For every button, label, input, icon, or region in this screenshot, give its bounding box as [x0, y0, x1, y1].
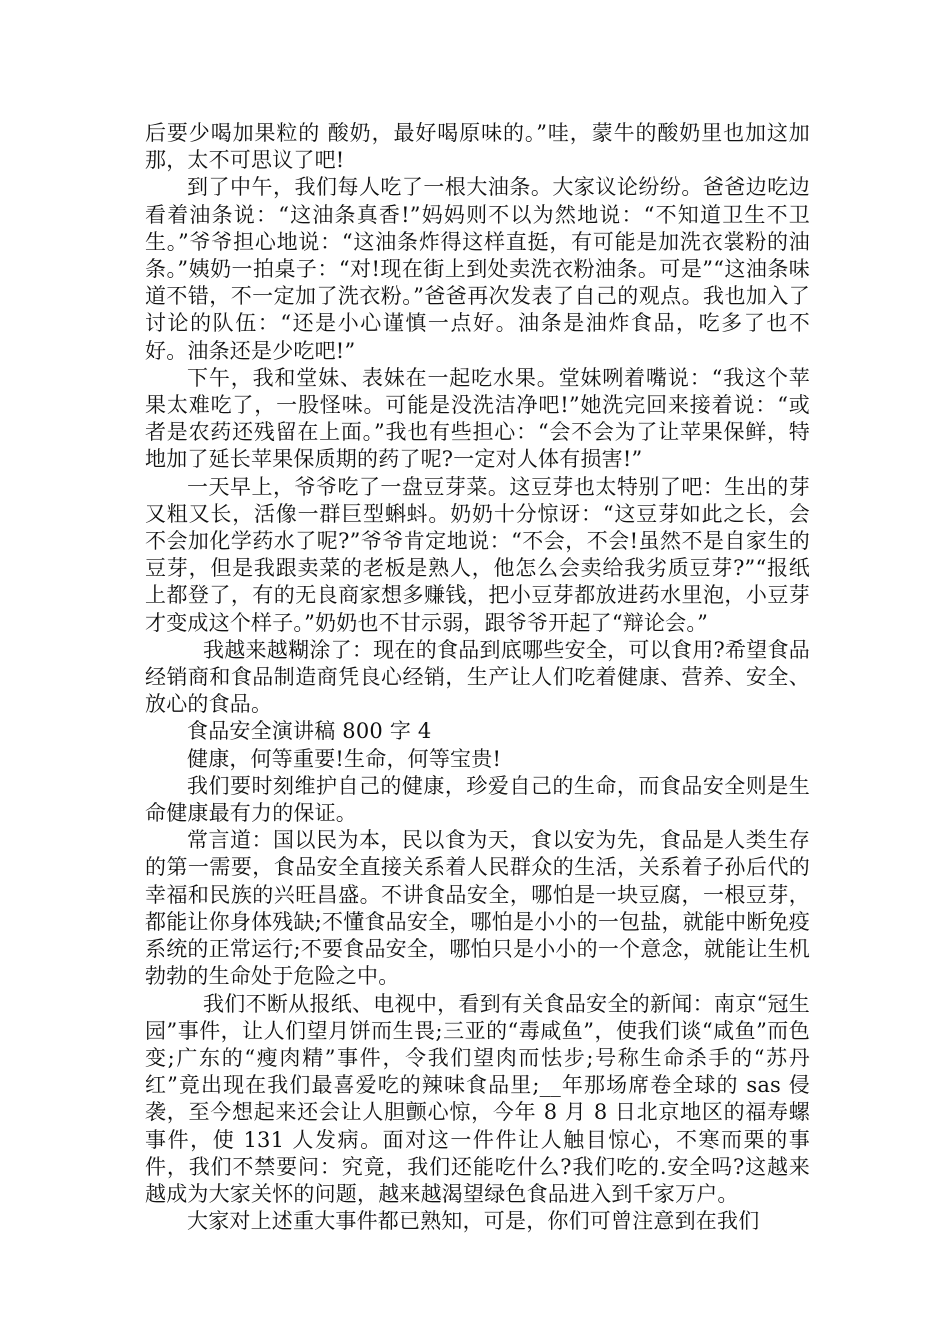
paragraph-4: 一天早上，爷爷吃了一盘豆芽菜。这豆芽也太特别了吧：生出的芽又粗又长，活像一群巨型蝌蚪。奶奶十分惊讶：“这豆芽如此之长，会不会加化学药水了呢?”爷爷肯定地说：“不会，不会!虽然不是自家生的豆芽，但是我跟卖菜的老板是熟人，他怎么会卖给我劣质豆芽?”“报纸上都登了，有的无良商家想多赚钱，把小豆芽都放进药水里泡，小豆芽才变成这个样子。”奶奶也不甘示弱，跟爷爷开起了“辩论会。” [145, 474, 810, 635]
paragraph-9: 我们不断从报纸、电视中，看到有关食品安全的新闻：南京“冠生园”事件，让人们望月饼而生畏;三亚的“毒咸鱼”，使我们谈“咸鱼”而色变;广东的“瘦肉精”事件，令我们望肉而怯步;号称生命杀手的“苏丹红”竟出现在我们最喜爱吃的辣味食品里;__年那场席卷全球的 sas 侵袭，至今想起来还会让人胆颤心惊，今年 8 月 8 日北京地区的福寿螺事件，使 131 人发病。面对这一件件让人触目惊心，不寒而栗的事件，我们不禁要问：究竟，我们还能吃什么?我们吃的.安全吗?这越来越成为大家关怀的问题，越来越渴望绿色食品进入到千家万户。 [145, 991, 810, 1206]
paragraph-6: 健康，何等重要!生命，何等宝贵! [187, 746, 502, 771]
paragraph-10: 大家对上述重大事件都已熟知，可是，你们可曾注意到在我们 [187, 1209, 760, 1234]
paragraph-5: 我越来越糊涂了：现在的食品到底哪些安全，可以食用?希望食品经销商和食品制造商凭良心经销，生产让人们吃着健康、营养、安全、放心的食品。 [145, 637, 810, 717]
paragraph-2: 到了中午，我们每人吃了一根大油条。大家议论纷纷。爸爸边吃边看着油条说：“这油条真香!”妈妈则不以为然地说：“不知道卫生不卫生。”爷爷担心地说：“这油条炸得这样直挺，有可能是加洗衣裳粉的油条。”姨奶一拍桌子：“对!现在街上到处卖洗衣粉油条。可是”“这油条味道不错，不一定加了洗衣粉。”爸爸再次发表了自己的观点。我也加入了讨论的队伍：“还是小心谨慎一点好。油条是油炸食品，吃多了也不好。油条还是少吃吧!” [145, 175, 810, 363]
paragraph-7: 我们要时刻维护自己的健康，珍爱自己的生命，而食品安全则是生命健康最有力的保证。 [145, 773, 810, 826]
paragraph-3: 下午，我和堂妹、表妹在一起吃水果。堂妹咧着嘴说：“我这个苹果太难吃了，一股怪味。可能是没洗洁净吧!”她洗完回来接着说：“或者是农药还残留在上面。”我也有些担心：“会不会为了让苹果保鲜，特地加了延长苹果保质期的药了呢?一定对人体有损害!” [145, 365, 810, 472]
paragraph-8: 常言道：国以民为本，民以食为天，食以安为先，食品是人类生存的第一需要，食品安全直接关系着人民群众的生活，关系着子孙后代的幸福和民族的兴旺昌盛。不讲食品安全，哪怕是一块豆腐，一根豆芽，都能让你身体残缺;不懂食品安全，哪怕是小小的一包盐，就能中断免疫系统的正常运行;不要食品安全，哪怕只是小小的一个意念，就能让生机勃勃的生命处于危险之中。 [145, 828, 810, 989]
paragraph-1: 后要少喝加果粒的 酸奶，最好喝原味的。”哇，蒙牛的酸奶里也加这加那，太不可思议了吧! [145, 121, 810, 173]
document-body [145, 120, 810, 1235]
section-heading: 食品安全演讲稿 800 字 4 [187, 719, 432, 744]
